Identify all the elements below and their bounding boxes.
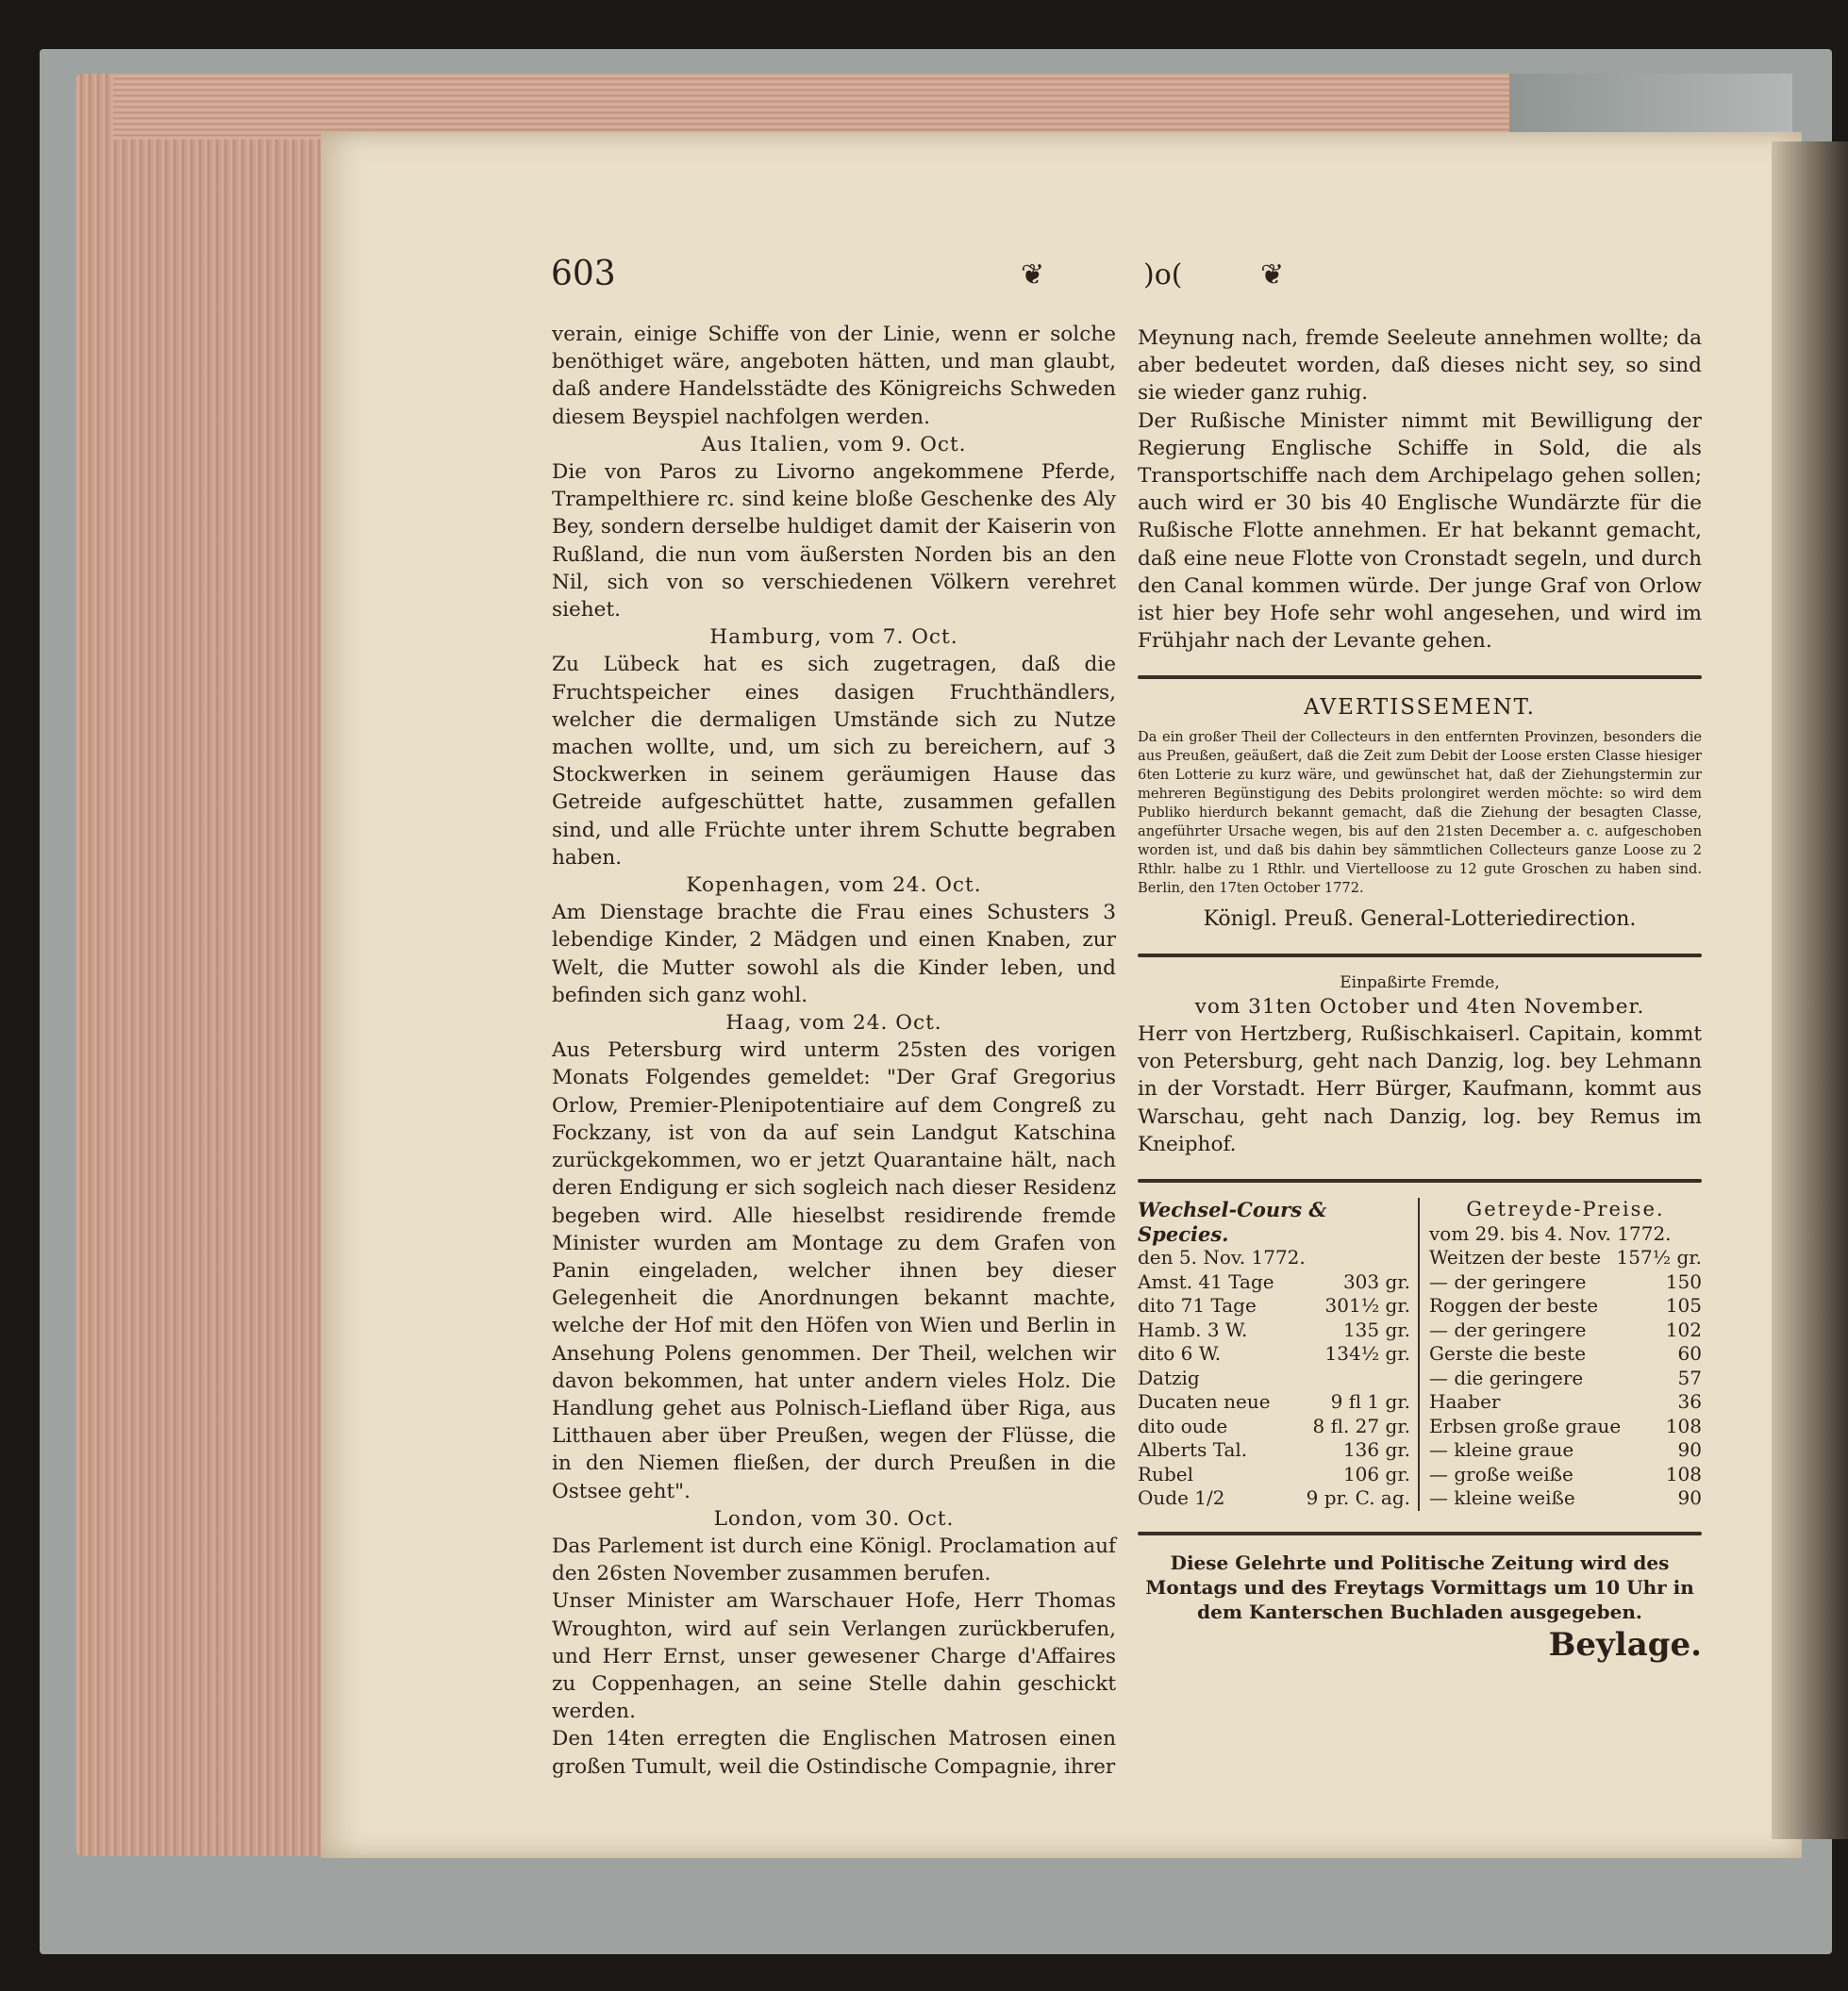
section-rule (1138, 954, 1702, 957)
news-paragraph: Unser Minister am Warschauer Hofe, Herr Thomas Wroughton, wird auf sein Verlangen zurückberufen, und Herr Ernst, unser gewesener Charge d'Affaires zu Coppenhagen, an seine Stelle dahin geschickt werden. (552, 1589, 1116, 1724)
divider-ornament-icon: )o( (1143, 258, 1183, 291)
table-row: Gerste die beste 60 (1429, 1342, 1702, 1366)
news-paragraph: Der Rußische Minister nimmt mit Bewilligung der Regierung Englische Schiffe in Sold, die als Transportschiffe nach dem Archipelago gehen sollen; auch wird er 30 bis 40 Englische Wundärzte für die Rußische Flotte annehmen. Er hat bekannt gemacht, daß eine neue Flotte von Cronstadt segeln, und durch den Canal kommen würde. Der junge Graf von Orlow ist hier bey Hofe sehr wohl angesehen, und wird im Frühjahr nach der Levante gehen. (1138, 408, 1702, 654)
table-row: — der geringere 150 (1429, 1269, 1702, 1293)
table-row: Alberts Tal. 136 gr. (1138, 1438, 1410, 1462)
news-paragraph: Zu Lübeck hat es sich zugetragen, daß die Fruchtspeicher eines dasigen Fruchthändlers, welcher die dermaligen Umstände sich zu Nutze machen wollte, und, um sich zu bereichern, auf 3 Stockwerken in seinem geräumigen Hause das Getreide aufgeschüttet hatte, zusammen gefallen sind, und alle Früchte unter ihrem Schutte begraben haben. (552, 653, 1116, 870)
table-row: dito 71 Tage 301½ gr. (1138, 1294, 1410, 1318)
grain-date: vom 29. bis 4. Nov. 1772. (1429, 1221, 1672, 1245)
section-rule (1138, 1179, 1702, 1183)
advert-signature: Königl. Preuß. General-Lotteriedirection. (1203, 906, 1637, 931)
dateline: London, vom 30. Oct. (713, 1506, 955, 1531)
bookmark-ribbon (1509, 74, 1792, 140)
dateline: Hamburg, vom 7. Oct. (709, 625, 958, 650)
news-paragraph: Die von Paros zu Livorno angekommene Pferde, Trampelthiere rc. sind keine bloße Geschenke des Aly Bey, sondern derselbe huldiget damit der Kaiserin von Rußland, die nun vom äußersten Norden bis an den Nil, sich von so verschiedenen Völkern verehret siehet. (552, 460, 1116, 622)
advert-title: AVERTISSEMENT. (1304, 695, 1536, 721)
left-column (552, 321, 1116, 1781)
table-row: — die geringere 57 (1429, 1366, 1702, 1389)
table-row: Hamb. 3 W. 135 gr. (1138, 1318, 1410, 1341)
strangers-subtitle: vom 31ten October und 4ten November. (1194, 994, 1645, 1019)
section-rule (1138, 675, 1702, 679)
section-rule (1138, 1532, 1702, 1535)
price-tables (1138, 1198, 1702, 1511)
page-header (547, 255, 1717, 300)
table-row: Oude 1/2 9 pr. C. ag. (1138, 1486, 1410, 1510)
shell-ornament-icon: ❦ (1260, 258, 1285, 291)
table-row: dito 6 W. 134½ gr. (1138, 1342, 1410, 1366)
strangers-title: Einpaßirte Fremde, (1340, 972, 1500, 992)
exchange-table (1138, 1198, 1420, 1511)
news-paragraph: Das Parlement ist durch eine Königl. Proclamation auf den 26sten November zusammen berufen. (552, 1534, 1116, 1586)
grain-title: Getreyde-Preise. (1466, 1198, 1665, 1221)
table-row: Weitzen der beste 157½ gr. (1429, 1246, 1702, 1269)
advert-text: Da ein großer Theil der Collecteurs in den entfernten Provinzen, besonders die aus Preußen, geäußert, daß die Zeit zum Debit der Loose ersten Classe hiesiger 6ten Lotterie zu kurz wäre, und gewünschet hat, daß der Ziehungstermin zur mehreren Begünstigung des Debits prolongiret werden möchte: so wird dem Publiko hierdurch bekannt gemacht, daß die Ziehung der besagten Classe, angeführter Ursache wegen, bis auf den 21sten December a. c. aufgeschoben worden ist, und daß bis dahin bey sämmtlichen Collecteurs ganze Loose zu 2 Rthlr. halbe zu 1 Rthlr. und Viertelloose zu 12 gute Groschen zu haben sind. Berlin, den 17ten October 1772. (1138, 728, 1702, 896)
news-paragraph: Aus Petersburg wird unterm 25sten des vorigen Monats Folgendes gemeldet: "Der Graf Gregorius Orlow, Premier-Plenipotentiaire auf dem Congreß zu Fockzany, ist von da auf sein Landgut Katschina zurückgekommen, wo er jetzt Quarantaine hält, nach deren Endigung er sich sogleich nach dieser Residenz begeben wird. Alle hieselbst residirende fremde Minister wurden am Montage zu dem Grafen von Panin eingeladen, welcher ihnen bey dieser Gelegenheit die Anordnungen bekannt machte, welche der Hof mit den Höfen von Wien und Berlin in Ansehung Polens genommen. Der Theil, welchen wir davon bekommen, hat unter andern vieles Holz. Die Handlung gehet aus Polnisch-Liefland über Riga, aus Litthauen aber über Preußen, wegen der Flüsse, die in den Niemen fließen, der durch Preußen in die Ostsee geht". (552, 1038, 1116, 1503)
exchange-title: Wechsel-Cours & Species. (1138, 1198, 1327, 1246)
news-paragraph: verain, einige Schiffe von der Linie, wenn er solche benöthiget wäre, angeboten hätten, und man glaubt, daß andere Handelsstädte des Königreichs Schweden diesem Beyspiel nachfolgen werden. (552, 323, 1116, 429)
table-row: Ducaten neue 9 fl 1 gr. (1138, 1390, 1410, 1414)
right-column (1138, 324, 1702, 1664)
dateline: Aus Italien, vom 9. Oct. (701, 432, 967, 456)
table-row: — kleine weiße 90 (1429, 1486, 1702, 1510)
publication-note: Diese Gelehrte und Politische Zeitung wird des Montags und des Freytags Vormittags um 10 Uhr in dem Kanterschen Buchladen ausgegeben. (1145, 1551, 1694, 1623)
table-row: — der geringere 102 (1429, 1318, 1702, 1341)
table-row: Haaber 36 (1429, 1390, 1702, 1414)
strangers-text: Herr von Hertzberg, Rußischkaiserl. Capitain, kommt von Petersburg, geht nach Danzig, log. bey Lehmann in der Vorstadt. Herr Bürger, Kaufmann, kommt aus Warschau, geht nach Danzig, log. bey Remus im Kneiphof. (1138, 1022, 1702, 1156)
dateline: Kopenhagen, vom 24. Oct. (686, 873, 982, 898)
page-edges-left (75, 74, 321, 1856)
page-number: 603 (551, 255, 616, 293)
table-row: — große weiße 108 (1429, 1462, 1702, 1485)
dateline: Haag, vom 24. Oct. (725, 1011, 942, 1036)
shell-ornament-icon: ❦ (1021, 258, 1045, 291)
table-row: — kleine graue 90 (1429, 1438, 1702, 1462)
table-row: dito oude 8 fl. 27 gr. (1138, 1414, 1410, 1437)
facing-page-gutter (1772, 141, 1848, 1839)
table-row: Roggen der beste 105 (1429, 1294, 1702, 1318)
table-row: Datzig (1138, 1366, 1200, 1389)
news-paragraph: Meynung nach, fremde Seeleute annehmen wollte; da aber bedeutet worden, daß dieses nicht sey, so sind sie wieder ganz ruhig. (1138, 326, 1702, 406)
catchword: Beylage. (1548, 1625, 1702, 1664)
grain-table (1420, 1198, 1702, 1511)
news-paragraph: Den 14ten erregten die Englischen Matrosen einen großen Tumult, weil die Ostindische Compagnie, ihrer (552, 1727, 1116, 1779)
table-row: Amst. 41 Tage 303 gr. (1138, 1269, 1410, 1293)
news-paragraph: Am Dienstage brachte die Frau eines Schusters 3 lebendige Kinder, 2 Mädgen und einen Knaben, zur Welt, die Mutter sowohl als die Kinder leben, und befinden sich ganz wohl. (552, 901, 1116, 1007)
exchange-date: den 5. Nov. 1772. (1138, 1246, 1306, 1269)
table-row: Erbsen große graue 108 (1429, 1414, 1702, 1437)
table-row: Rubel 106 gr. (1138, 1462, 1410, 1485)
